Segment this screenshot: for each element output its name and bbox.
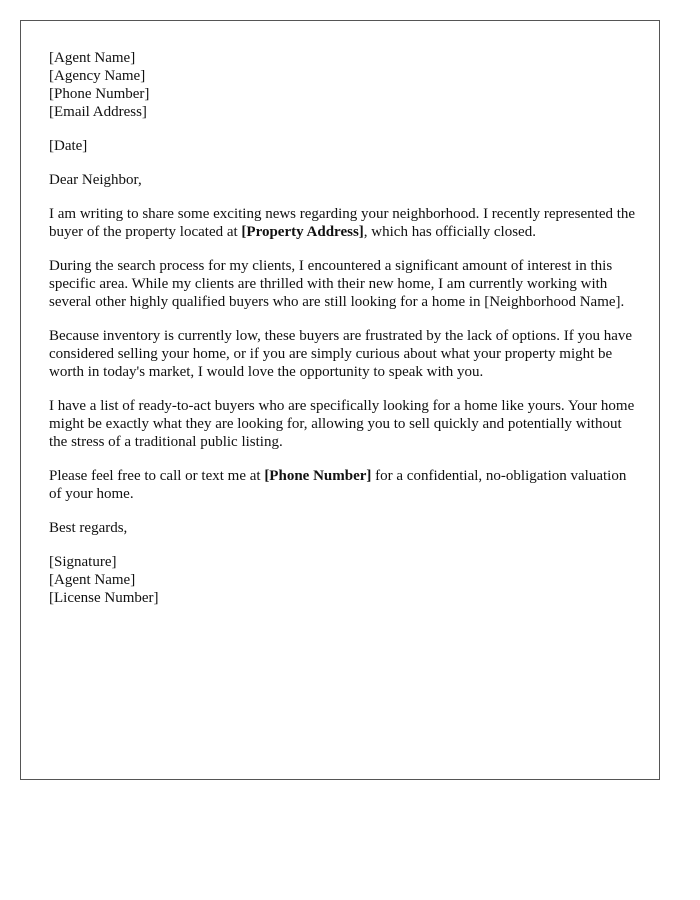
paragraph-contact bbox=[49, 467, 639, 503]
signature-block bbox=[49, 553, 639, 607]
letter-date: [Date] bbox=[49, 138, 88, 154]
sender-email: [Email Address] bbox=[49, 104, 147, 120]
sender-name: [Agent Name] bbox=[49, 50, 136, 66]
paragraph-inventory: Because inventory is currently low, these buyers are frustrated by the lack of options. If you have considered selling your home, or if you are simply curious about what your property might be worth in today's market, I would love the opportunity to speak with you. bbox=[49, 328, 633, 380]
sender-block bbox=[49, 49, 639, 121]
license-number: [License Number] bbox=[49, 590, 159, 606]
letter-page bbox=[20, 20, 660, 780]
paragraph-intro-end: , which has officially closed. bbox=[363, 224, 536, 240]
signature: [Signature] bbox=[49, 554, 117, 570]
paragraph-intro-text: I am writing to share some exciting news regarding your neighborhood. I recently represented the buyer of the property located at bbox=[49, 206, 636, 240]
paragraph-intro bbox=[49, 205, 639, 241]
contact-phone-number: [Phone Number] bbox=[264, 468, 372, 484]
property-address: [Property Address] bbox=[241, 224, 364, 240]
paragraph-contact-end: for a confidential, no-obligation valuation of your home. bbox=[49, 468, 627, 502]
salutation: Dear Neighbor, bbox=[49, 172, 142, 188]
signature-agent-name: [Agent Name] bbox=[49, 572, 136, 588]
sender-agency: [Agency Name] bbox=[49, 68, 146, 84]
closing: Best regards, bbox=[49, 520, 128, 536]
paragraph-contact-text: Please feel free to call or text me at bbox=[49, 468, 265, 484]
letter-content bbox=[49, 49, 639, 623]
sender-phone: [Phone Number] bbox=[49, 86, 150, 102]
paragraph-buyers-list: I have a list of ready-to-act buyers who are specifically looking for a home like yours. Your home might be exactly what they are looking for, allowing you to sell quickly and potentially without the stress of a traditional public listing. bbox=[49, 398, 635, 450]
paragraph-search-process: During the search process for my clients, I encountered a significant amount of interest in this specific area. While my clients are thrilled with their new home, I am currently working with several other highly qualified buyers who are still looking for a home in [Neighborhood Name]. bbox=[49, 258, 625, 310]
